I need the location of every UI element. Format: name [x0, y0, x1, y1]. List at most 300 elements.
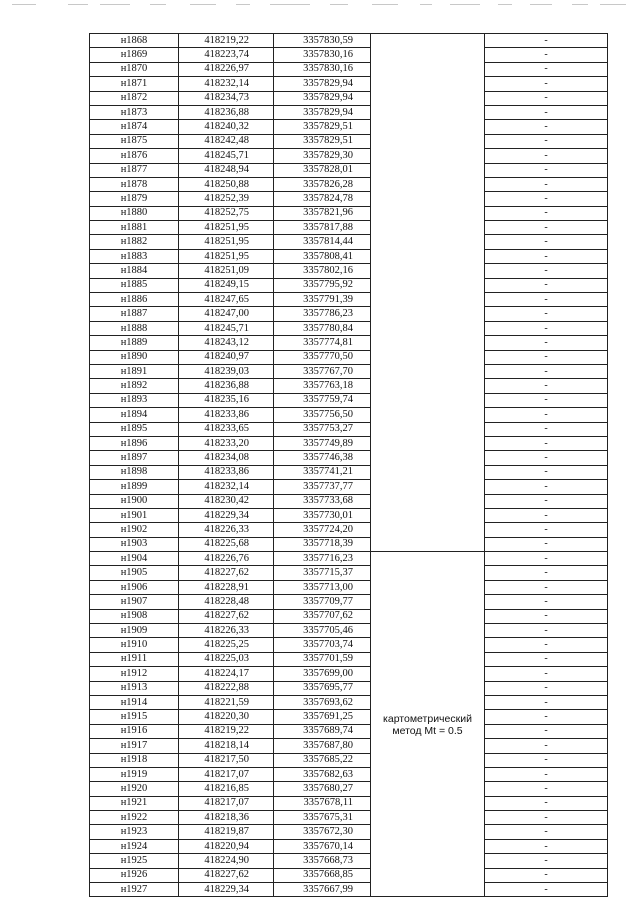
table-row: [90, 624, 608, 638]
point-id-cell: н1924: [90, 839, 179, 853]
x-coordinate-cell: 418239,03: [179, 364, 274, 378]
x-coordinate-cell: 418228,48: [179, 595, 274, 609]
x-coordinate-cell: 418233,65: [179, 422, 274, 436]
x-coordinate-cell: 418245,71: [179, 149, 274, 163]
description-cell: -: [485, 48, 608, 62]
description-cell: -: [485, 537, 608, 551]
description-cell: -: [485, 883, 608, 897]
point-id-cell: н1887: [90, 307, 179, 321]
description-cell: -: [485, 393, 608, 407]
description-cell: -: [485, 652, 608, 666]
description-cell: -: [485, 580, 608, 594]
description-cell: -: [485, 235, 608, 249]
table-row: [90, 508, 608, 522]
x-coordinate-cell: 418251,95: [179, 235, 274, 249]
table-row: [90, 811, 608, 825]
table-row: [90, 710, 608, 724]
point-id-cell: н1908: [90, 609, 179, 623]
description-cell: -: [485, 307, 608, 321]
x-coordinate-cell: 418224,90: [179, 854, 274, 868]
description-cell: -: [485, 782, 608, 796]
table-row: [90, 753, 608, 767]
y-coordinate-cell: 3357753,27: [274, 422, 371, 436]
point-id-cell: н1918: [90, 753, 179, 767]
point-id-cell: н1911: [90, 652, 179, 666]
y-coordinate-cell: 3357707,62: [274, 609, 371, 623]
y-coordinate-cell: 3357786,23: [274, 307, 371, 321]
method-cell: картометрический метод Mt = 0.5: [371, 552, 485, 897]
x-coordinate-cell: 418251,95: [179, 249, 274, 263]
table-row: [90, 523, 608, 537]
point-id-cell: н1905: [90, 566, 179, 580]
table-row: [90, 235, 608, 249]
y-coordinate-cell: 3357705,46: [274, 624, 371, 638]
description-cell: -: [485, 796, 608, 810]
x-coordinate-cell: 418228,91: [179, 580, 274, 594]
point-id-cell: н1896: [90, 436, 179, 450]
table-row: [90, 566, 608, 580]
point-id-cell: н1877: [90, 163, 179, 177]
description-cell: -: [485, 221, 608, 235]
y-coordinate-cell: 3357682,63: [274, 767, 371, 781]
x-coordinate-cell: 418225,68: [179, 537, 274, 551]
x-coordinate-cell: 418225,03: [179, 652, 274, 666]
x-coordinate-cell: 418226,33: [179, 624, 274, 638]
description-cell: -: [485, 206, 608, 220]
y-coordinate-cell: 3357672,30: [274, 825, 371, 839]
table-row: [90, 580, 608, 594]
y-coordinate-cell: 3357770,50: [274, 350, 371, 364]
x-coordinate-cell: 418242,48: [179, 134, 274, 148]
description-cell: -: [485, 465, 608, 479]
point-id-cell: н1892: [90, 379, 179, 393]
table-row: [90, 667, 608, 681]
point-id-cell: н1872: [90, 91, 179, 105]
x-coordinate-cell: 418227,62: [179, 609, 274, 623]
description-cell: -: [485, 163, 608, 177]
table-row: [90, 782, 608, 796]
point-id-cell: н1893: [90, 393, 179, 407]
point-id-cell: н1901: [90, 508, 179, 522]
y-coordinate-cell: 3357829,51: [274, 134, 371, 148]
y-coordinate-cell: 3357718,39: [274, 537, 371, 551]
y-coordinate-cell: 3357715,37: [274, 566, 371, 580]
description-cell: -: [485, 350, 608, 364]
table-row: [90, 465, 608, 479]
x-coordinate-cell: 418251,09: [179, 264, 274, 278]
y-coordinate-cell: 3357709,77: [274, 595, 371, 609]
point-id-cell: н1909: [90, 624, 179, 638]
point-id-cell: н1907: [90, 595, 179, 609]
point-id-cell: н1897: [90, 451, 179, 465]
x-coordinate-cell: 418240,32: [179, 120, 274, 134]
x-coordinate-cell: 418227,62: [179, 566, 274, 580]
y-coordinate-cell: 3357830,59: [274, 34, 371, 48]
point-id-cell: н1916: [90, 724, 179, 738]
table-row: [90, 883, 608, 897]
point-id-cell: н1885: [90, 278, 179, 292]
table-row: [90, 451, 608, 465]
x-coordinate-cell: 418218,14: [179, 739, 274, 753]
y-coordinate-cell: 3357824,78: [274, 192, 371, 206]
x-coordinate-cell: 418236,88: [179, 105, 274, 119]
description-cell: -: [485, 177, 608, 191]
table-row: [90, 278, 608, 292]
point-id-cell: н1927: [90, 883, 179, 897]
y-coordinate-cell: 3357737,77: [274, 480, 371, 494]
description-cell: -: [485, 494, 608, 508]
table-row: [90, 408, 608, 422]
description-cell: -: [485, 436, 608, 450]
y-coordinate-cell: 3357667,99: [274, 883, 371, 897]
x-coordinate-cell: 418247,00: [179, 307, 274, 321]
x-coordinate-cell: 418235,16: [179, 393, 274, 407]
description-cell: -: [485, 695, 608, 709]
x-coordinate-cell: 418234,08: [179, 451, 274, 465]
table-row: [90, 595, 608, 609]
table-row: [90, 105, 608, 119]
description-cell: -: [485, 767, 608, 781]
y-coordinate-cell: 3357830,16: [274, 62, 371, 76]
point-id-cell: н1923: [90, 825, 179, 839]
x-coordinate-cell: 418220,94: [179, 839, 274, 853]
y-coordinate-cell: 3357701,59: [274, 652, 371, 666]
y-coordinate-cell: 3357699,00: [274, 667, 371, 681]
y-coordinate-cell: 3357691,25: [274, 710, 371, 724]
description-cell: -: [485, 192, 608, 206]
x-coordinate-cell: 418223,74: [179, 48, 274, 62]
description-cell: -: [485, 667, 608, 681]
x-coordinate-cell: 418217,07: [179, 796, 274, 810]
y-coordinate-cell: 3357668,85: [274, 868, 371, 882]
point-id-cell: н1895: [90, 422, 179, 436]
y-coordinate-cell: 3357829,51: [274, 120, 371, 134]
table-row: [90, 177, 608, 191]
table-row: [90, 321, 608, 335]
description-cell: -: [485, 753, 608, 767]
x-coordinate-cell: 418233,20: [179, 436, 274, 450]
table-row: [90, 868, 608, 882]
x-coordinate-cell: 418252,39: [179, 192, 274, 206]
description-cell: -: [485, 120, 608, 134]
x-coordinate-cell: 418232,14: [179, 77, 274, 91]
point-id-cell: н1917: [90, 739, 179, 753]
x-coordinate-cell: 418233,86: [179, 408, 274, 422]
y-coordinate-cell: 3357741,21: [274, 465, 371, 479]
point-id-cell: н1870: [90, 62, 179, 76]
y-coordinate-cell: 3357687,80: [274, 739, 371, 753]
table-row: [90, 120, 608, 134]
point-id-cell: н1873: [90, 105, 179, 119]
x-coordinate-cell: 418234,73: [179, 91, 274, 105]
table-row: [90, 379, 608, 393]
x-coordinate-cell: 418250,88: [179, 177, 274, 191]
y-coordinate-cell: 3357756,50: [274, 408, 371, 422]
x-coordinate-cell: 418221,59: [179, 695, 274, 709]
y-coordinate-cell: 3357829,30: [274, 149, 371, 163]
y-coordinate-cell: 3357693,62: [274, 695, 371, 709]
description-cell: -: [485, 552, 608, 566]
point-id-cell: н1875: [90, 134, 179, 148]
x-coordinate-cell: 418226,76: [179, 552, 274, 566]
y-coordinate-cell: 3357695,77: [274, 681, 371, 695]
y-coordinate-cell: 3357802,16: [274, 264, 371, 278]
x-coordinate-cell: 418236,88: [179, 379, 274, 393]
x-coordinate-cell: 418219,22: [179, 724, 274, 738]
y-coordinate-cell: 3357678,11: [274, 796, 371, 810]
point-id-cell: н1880: [90, 206, 179, 220]
description-cell: -: [485, 638, 608, 652]
description-cell: -: [485, 624, 608, 638]
description-cell: -: [485, 825, 608, 839]
description-cell: -: [485, 91, 608, 105]
table-row: [90, 609, 608, 623]
coordinates-table-body: [90, 34, 608, 897]
table-row: [90, 537, 608, 551]
table-row: [90, 163, 608, 177]
y-coordinate-cell: 3357759,74: [274, 393, 371, 407]
point-id-cell: н1886: [90, 293, 179, 307]
x-coordinate-cell: 418216,85: [179, 782, 274, 796]
point-id-cell: н1890: [90, 350, 179, 364]
point-id-cell: н1899: [90, 480, 179, 494]
y-coordinate-cell: 3357821,96: [274, 206, 371, 220]
point-id-cell: н1868: [90, 34, 179, 48]
description-cell: -: [485, 681, 608, 695]
x-coordinate-cell: 418226,33: [179, 523, 274, 537]
x-coordinate-cell: 418230,42: [179, 494, 274, 508]
x-coordinate-cell: 418252,75: [179, 206, 274, 220]
x-coordinate-cell: 418251,95: [179, 221, 274, 235]
point-id-cell: н1869: [90, 48, 179, 62]
table-row: [90, 552, 608, 566]
point-id-cell: н1926: [90, 868, 179, 882]
y-coordinate-cell: 3357749,89: [274, 436, 371, 450]
table-row: [90, 249, 608, 263]
x-coordinate-cell: 418226,97: [179, 62, 274, 76]
table-row: [90, 192, 608, 206]
point-id-cell: н1883: [90, 249, 179, 263]
y-coordinate-cell: 3357814,44: [274, 235, 371, 249]
y-coordinate-cell: 3357716,23: [274, 552, 371, 566]
point-id-cell: н1913: [90, 681, 179, 695]
description-cell: -: [485, 249, 608, 263]
description-cell: -: [485, 609, 608, 623]
point-id-cell: н1881: [90, 221, 179, 235]
table-row: [90, 494, 608, 508]
description-cell: -: [485, 868, 608, 882]
x-coordinate-cell: 418249,15: [179, 278, 274, 292]
point-id-cell: н1876: [90, 149, 179, 163]
description-cell: -: [485, 480, 608, 494]
point-id-cell: н1921: [90, 796, 179, 810]
table-row: [90, 825, 608, 839]
x-coordinate-cell: 418218,36: [179, 811, 274, 825]
description-cell: -: [485, 321, 608, 335]
point-id-cell: н1882: [90, 235, 179, 249]
point-id-cell: н1871: [90, 77, 179, 91]
table-row: [90, 221, 608, 235]
table-row: [90, 206, 608, 220]
table-row: [90, 307, 608, 321]
table-row: [90, 724, 608, 738]
table-row: [90, 436, 608, 450]
description-cell: -: [485, 149, 608, 163]
x-coordinate-cell: 418232,14: [179, 480, 274, 494]
point-id-cell: н1889: [90, 336, 179, 350]
y-coordinate-cell: 3357808,41: [274, 249, 371, 263]
point-id-cell: н1902: [90, 523, 179, 537]
description-cell: -: [485, 523, 608, 537]
point-id-cell: н1898: [90, 465, 179, 479]
point-id-cell: н1922: [90, 811, 179, 825]
table-row: [90, 681, 608, 695]
description-cell: -: [485, 854, 608, 868]
description-cell: -: [485, 408, 608, 422]
y-coordinate-cell: 3357670,14: [274, 839, 371, 853]
x-coordinate-cell: 418224,17: [179, 667, 274, 681]
y-coordinate-cell: 3357826,28: [274, 177, 371, 191]
y-coordinate-cell: 3357817,88: [274, 221, 371, 235]
description-cell: -: [485, 105, 608, 119]
y-coordinate-cell: 3357791,39: [274, 293, 371, 307]
point-id-cell: н1884: [90, 264, 179, 278]
point-id-cell: н1920: [90, 782, 179, 796]
table-row: [90, 350, 608, 364]
table-row: [90, 854, 608, 868]
description-cell: -: [485, 77, 608, 91]
description-cell: -: [485, 62, 608, 76]
point-id-cell: н1888: [90, 321, 179, 335]
x-coordinate-cell: 418245,71: [179, 321, 274, 335]
table-row: [90, 62, 608, 76]
y-coordinate-cell: 3357829,94: [274, 77, 371, 91]
y-coordinate-cell: 3357830,16: [274, 48, 371, 62]
table-row: [90, 264, 608, 278]
description-cell: -: [485, 422, 608, 436]
x-coordinate-cell: 418243,12: [179, 336, 274, 350]
y-coordinate-cell: 3357713,00: [274, 580, 371, 594]
y-coordinate-cell: 3357746,38: [274, 451, 371, 465]
description-cell: -: [485, 566, 608, 580]
description-cell: -: [485, 134, 608, 148]
y-coordinate-cell: 3357689,74: [274, 724, 371, 738]
table-row: [90, 422, 608, 436]
description-cell: -: [485, 379, 608, 393]
description-cell: -: [485, 508, 608, 522]
description-cell: -: [485, 278, 608, 292]
y-coordinate-cell: 3357774,81: [274, 336, 371, 350]
table-row: [90, 638, 608, 652]
x-coordinate-cell: 418222,88: [179, 681, 274, 695]
x-coordinate-cell: 418227,62: [179, 868, 274, 882]
description-cell: -: [485, 336, 608, 350]
x-coordinate-cell: 418225,25: [179, 638, 274, 652]
x-coordinate-cell: 418229,34: [179, 883, 274, 897]
point-id-cell: н1910: [90, 638, 179, 652]
point-id-cell: н1919: [90, 767, 179, 781]
y-coordinate-cell: 3357675,31: [274, 811, 371, 825]
x-coordinate-cell: 418217,50: [179, 753, 274, 767]
scan-edge-marks: [0, 0, 640, 16]
table-row: [90, 739, 608, 753]
y-coordinate-cell: 3357829,94: [274, 105, 371, 119]
x-coordinate-cell: 418219,87: [179, 825, 274, 839]
point-id-cell: н1915: [90, 710, 179, 724]
table-row: [90, 336, 608, 350]
point-id-cell: н1906: [90, 580, 179, 594]
method-cell: [371, 34, 485, 552]
y-coordinate-cell: 3357828,01: [274, 163, 371, 177]
description-cell: -: [485, 724, 608, 738]
table-row: [90, 34, 608, 48]
x-coordinate-cell: 418217,07: [179, 767, 274, 781]
table-row: [90, 134, 608, 148]
description-cell: -: [485, 811, 608, 825]
table-row: [90, 149, 608, 163]
description-cell: -: [485, 451, 608, 465]
y-coordinate-cell: 3357829,94: [274, 91, 371, 105]
table-row: [90, 839, 608, 853]
x-coordinate-cell: 418219,22: [179, 34, 274, 48]
coordinates-table: [89, 33, 608, 897]
y-coordinate-cell: 3357730,01: [274, 508, 371, 522]
x-coordinate-cell: 418229,34: [179, 508, 274, 522]
point-id-cell: н1914: [90, 695, 179, 709]
y-coordinate-cell: 3357780,84: [274, 321, 371, 335]
y-coordinate-cell: 3357763,18: [274, 379, 371, 393]
description-cell: -: [485, 34, 608, 48]
table-row: [90, 767, 608, 781]
y-coordinate-cell: 3357724,20: [274, 523, 371, 537]
y-coordinate-cell: 3357668,73: [274, 854, 371, 868]
x-coordinate-cell: 418220,30: [179, 710, 274, 724]
table-row: [90, 77, 608, 91]
point-id-cell: н1925: [90, 854, 179, 868]
table-row: [90, 695, 608, 709]
point-id-cell: н1903: [90, 537, 179, 551]
table-row: [90, 364, 608, 378]
point-id-cell: н1874: [90, 120, 179, 134]
point-id-cell: н1879: [90, 192, 179, 206]
point-id-cell: н1900: [90, 494, 179, 508]
y-coordinate-cell: 3357680,27: [274, 782, 371, 796]
table-row: [90, 393, 608, 407]
y-coordinate-cell: 3357685,22: [274, 753, 371, 767]
table-row: [90, 91, 608, 105]
point-id-cell: н1894: [90, 408, 179, 422]
table-row: [90, 293, 608, 307]
x-coordinate-cell: 418233,86: [179, 465, 274, 479]
y-coordinate-cell: 3357733,68: [274, 494, 371, 508]
point-id-cell: н1904: [90, 552, 179, 566]
table-row: [90, 652, 608, 666]
description-cell: -: [485, 293, 608, 307]
x-coordinate-cell: 418248,94: [179, 163, 274, 177]
table-row: [90, 796, 608, 810]
point-id-cell: н1912: [90, 667, 179, 681]
description-cell: -: [485, 710, 608, 724]
table-row: [90, 480, 608, 494]
description-cell: -: [485, 839, 608, 853]
y-coordinate-cell: 3357703,74: [274, 638, 371, 652]
point-id-cell: н1878: [90, 177, 179, 191]
x-coordinate-cell: 418240,97: [179, 350, 274, 364]
y-coordinate-cell: 3357795,92: [274, 278, 371, 292]
description-cell: -: [485, 739, 608, 753]
description-cell: -: [485, 364, 608, 378]
y-coordinate-cell: 3357767,70: [274, 364, 371, 378]
